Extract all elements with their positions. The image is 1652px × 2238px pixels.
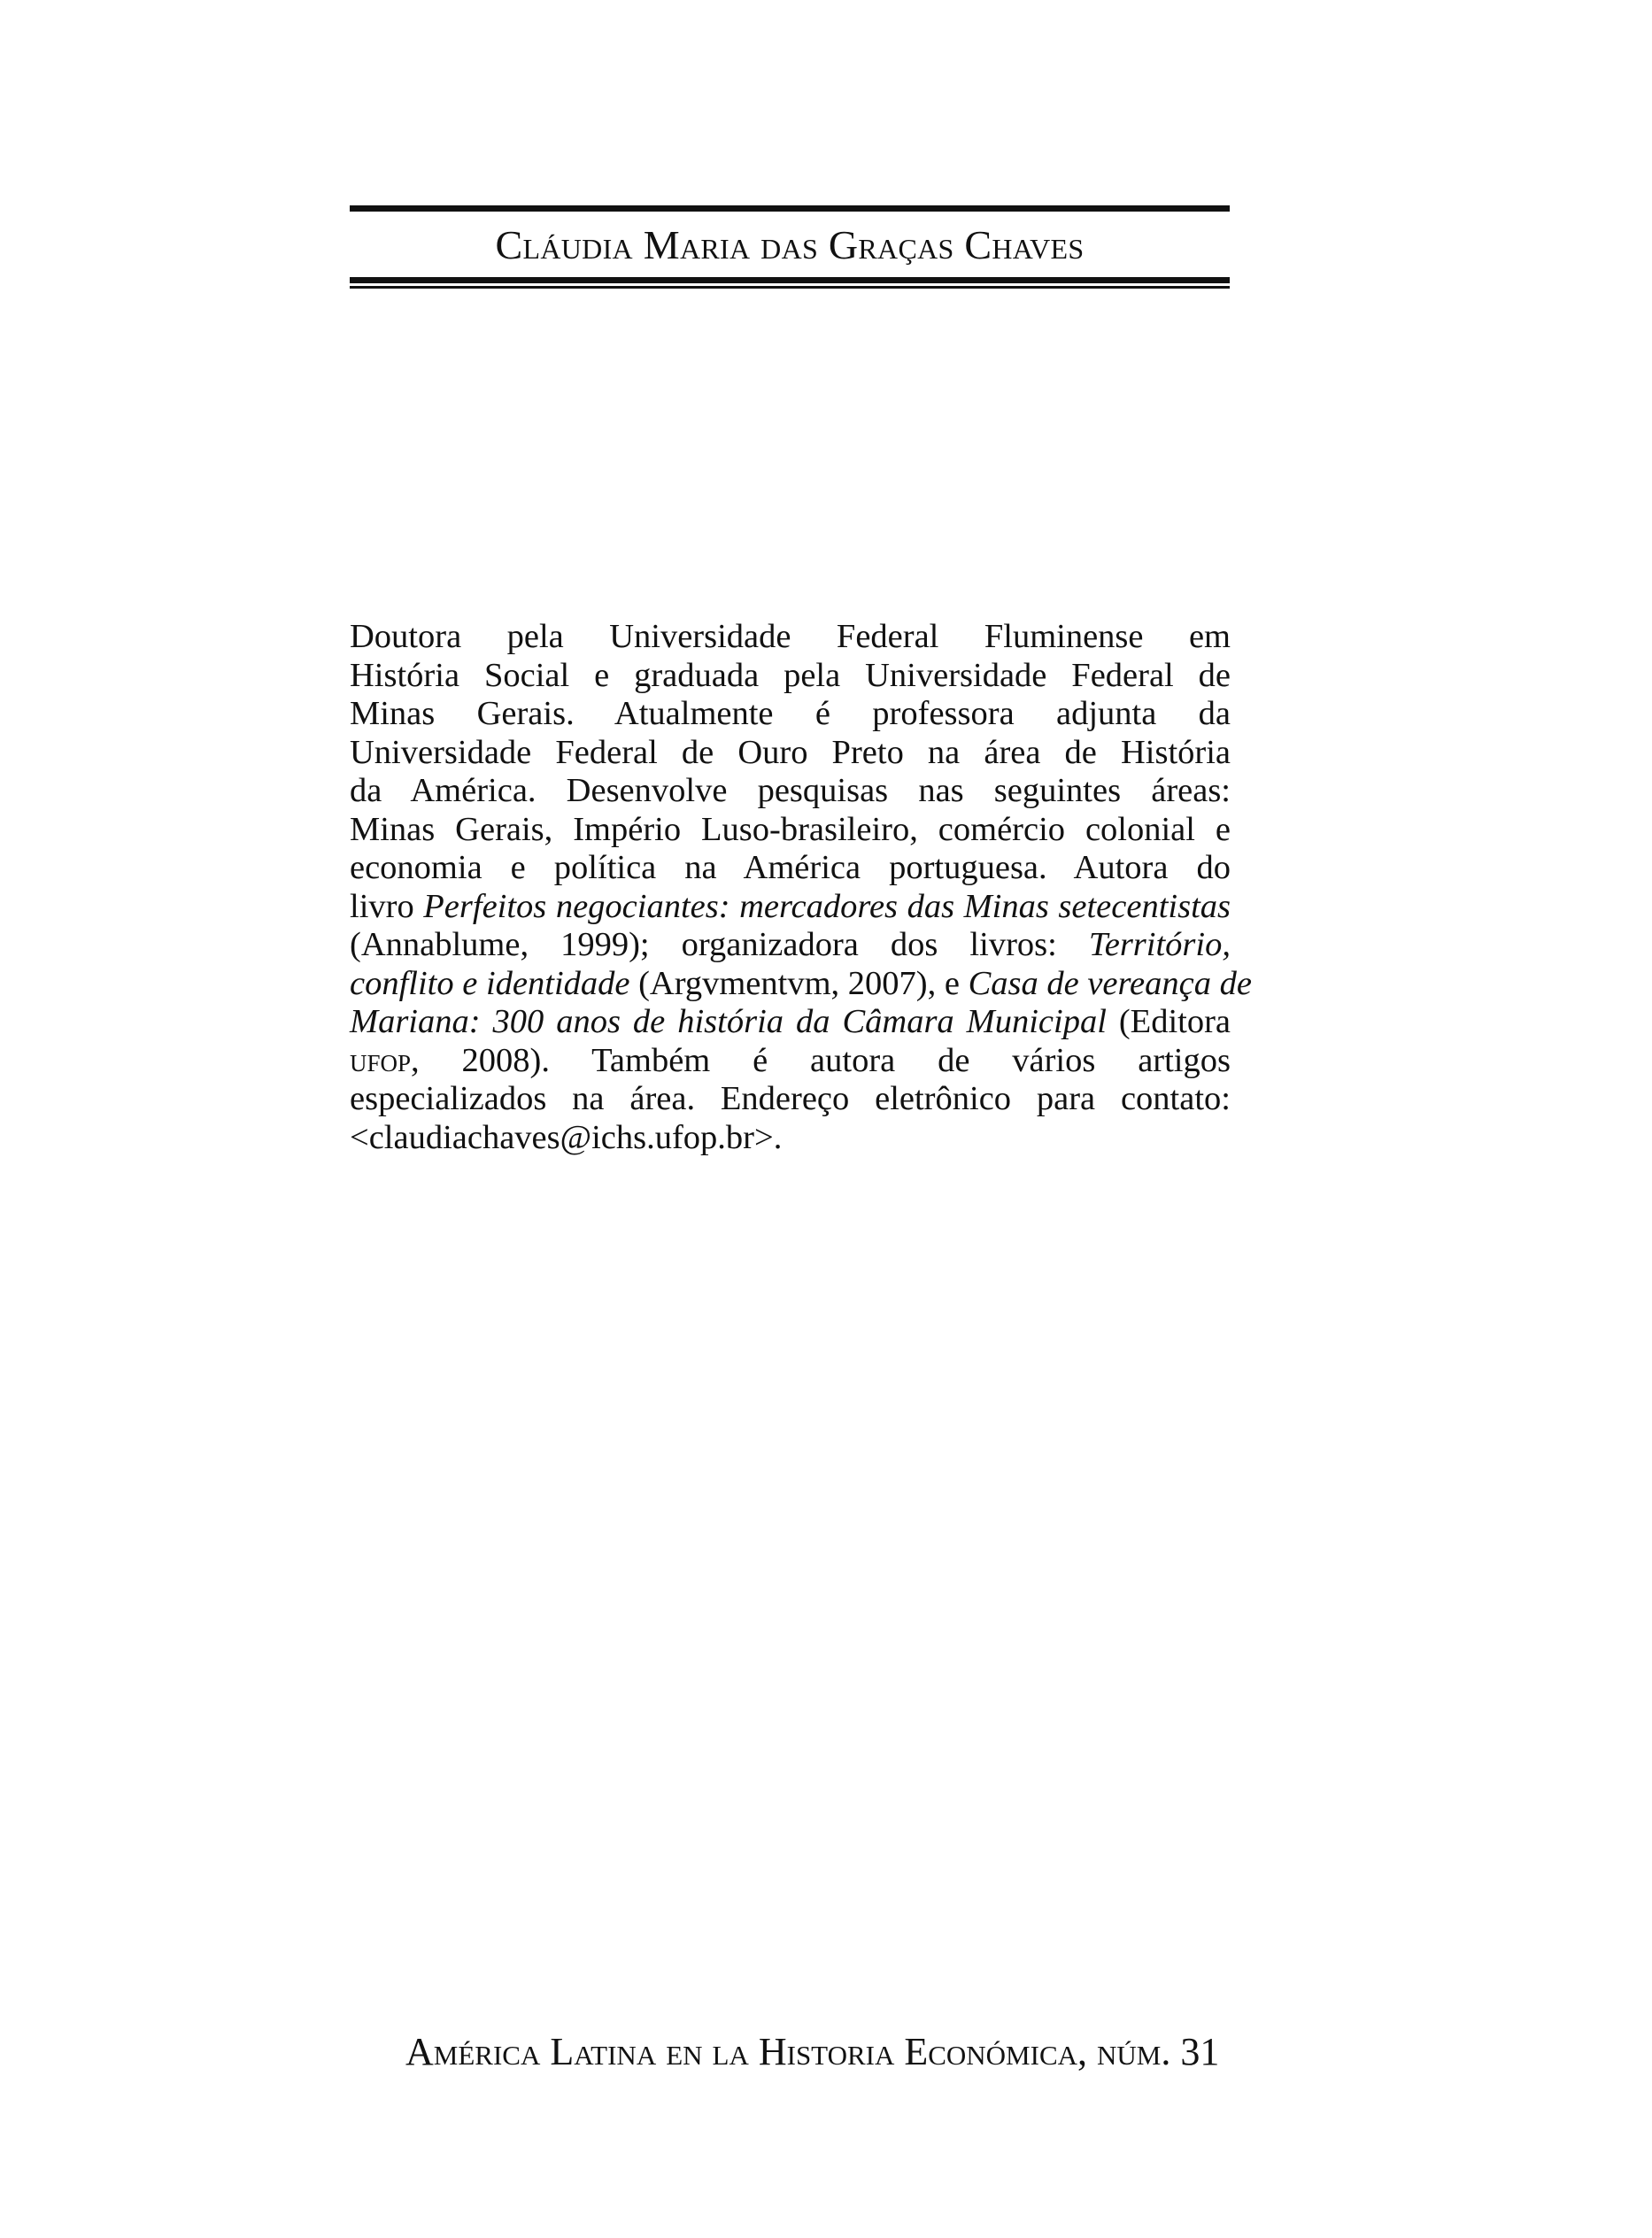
bio-line: especializados na área. Endereço eletrônico para contato:	[350, 1080, 1231, 1117]
bio-line: livro Perfeitos negociantes: mercadores das Minas setecentistas	[350, 887, 1231, 925]
book-title: Casa de vereança de	[968, 964, 1252, 1002]
bio-line: História Social e graduada pela Universidade Federal de	[350, 656, 1231, 694]
bio-line: economia e política na América portuguesa. Autora do	[350, 849, 1231, 886]
author-bio	[350, 618, 1252, 1157]
bio-line: da América. Desenvolve pesquisas nas seguintes áreas:	[350, 772, 1231, 809]
bio-paragraph	[350, 618, 1252, 1157]
bio-line-email	[350, 1119, 1231, 1158]
header-bottom-rule-thin	[350, 286, 1230, 289]
bio-line: Mariana: 300 anos de história da Câmara Municipal (Editora	[350, 1003, 1231, 1040]
header-top-rule	[350, 205, 1230, 212]
journal-name: América Latina en la Historia Económica, núm.	[405, 2030, 1171, 2073]
page-number: 31	[1180, 2030, 1220, 2073]
bio-line: Universidade Federal de Ouro Preto na área de História	[350, 733, 1231, 771]
bio-line: (Annablume, 1999); organizadora dos livros: Território,	[350, 926, 1231, 963]
book-title: conflito e identidade	[350, 964, 630, 1002]
bio-line: ufop, 2008). Também é autora de vários artigos	[350, 1041, 1231, 1079]
bio-line: Doutora pela Universidade Federal Fluminense em	[350, 618, 1231, 655]
bio-line: conflito e identidade (Argvmentvm, 2007), e Casa de vereança de	[350, 964, 1252, 1002]
contact-email: <claudiachaves@ichs.ufop.br>.	[350, 1118, 783, 1156]
author-name-header: Cláudia Maria das Graças Chaves	[495, 222, 1085, 267]
book-title: Mariana: 300 anos de história da Câmara Municipal	[350, 1003, 1107, 1040]
publisher-acronym: ufop	[350, 1041, 412, 1079]
running-footer	[405, 2027, 1220, 2077]
header-bottom-rule-thick	[350, 277, 1230, 283]
running-header	[350, 205, 1230, 289]
bio-line: Minas Gerais. Atualmente é professora adjunta da	[350, 695, 1231, 732]
bio-line: Minas Gerais, Império Luso-brasileiro, comércio colonial e	[350, 810, 1231, 848]
book-title: Território,	[1088, 926, 1231, 963]
book-title: Perfeitos negociantes: mercadores das Minas setecentistas	[423, 887, 1231, 925]
